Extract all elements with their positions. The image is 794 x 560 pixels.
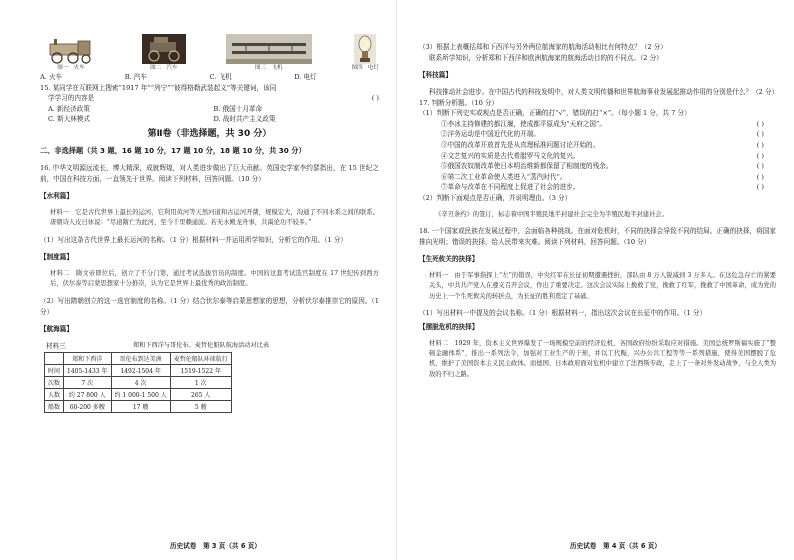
- option-c[interactable]: C. 飞机: [209, 73, 232, 81]
- q16-sub3-line1: （3）根据上表概括郑和下西洋与另外两位航海家的航海活动相比有何特点？（2 分）: [419, 43, 667, 51]
- figure-car: [142, 34, 186, 72]
- table-title-row: [40, 341, 379, 352]
- table-cell: 1519-1522 年: [170, 365, 231, 377]
- q16-sub2: （2）写出隋朝创立的这一选官制度的名称。（1 分）结合伏尔泰等启蒙思想家的思想，分析伏尔泰推崇它的原因。（1 分）: [40, 296, 379, 316]
- statement-text: ③中国的改革开放首先是从真理标准问题讨论开始的。: [441, 140, 600, 149]
- q15-stem-text: 学学习的内容是: [48, 94, 95, 103]
- voyage-heading: 【航海篇】: [40, 324, 73, 333]
- q17-statement: [419, 151, 776, 162]
- statement-text: ①李冰主持修建的都江堰，使成都平原成为“天府之国”。: [441, 119, 606, 128]
- table-row: [45, 365, 232, 377]
- option-d[interactable]: D. 电灯: [294, 73, 317, 81]
- table-cell: 5 艘: [170, 401, 231, 413]
- table-header-cell: [45, 353, 64, 365]
- table-header-cell: 郑和下西洋: [64, 353, 111, 365]
- q17-statement: [419, 161, 776, 172]
- q15-stem-line1: 15. 某同学在互联网上搜索“1917 年”“列宁”“彼得格勒武装起义”等关键词，该同: [40, 83, 277, 92]
- page-3-footer: 历史试卷 第 3 页（共 6 页）: [170, 542, 261, 550]
- table-cell: 时间: [45, 365, 64, 377]
- voyage-comparison-table: [44, 352, 232, 413]
- judge-blank[interactable]: ( ): [756, 183, 764, 192]
- table-cell: 约 1 000-1 500 人: [111, 389, 170, 401]
- q17-quote: 《辛丑条约》的签订，标志着中国半殖民地半封建社会完全为半殖民地半封建社会。: [435, 210, 668, 218]
- table-cell: 1492-1504 年: [111, 365, 170, 377]
- table-cell: 约 27 800 人: [64, 389, 111, 401]
- option-c[interactable]: C. 斯大林模式: [48, 115, 90, 124]
- page-4-footer: 历史试卷 第 4 页（共 6 页）: [570, 542, 661, 550]
- statement-text: ④文艺复兴的实质是古代希腊罗马文化的复兴。: [441, 151, 580, 160]
- material-2: 材料二 隋文帝即位后，创立了不分门第，通过考试选拔官员的制度。中国的这套考试选官制度在 17 世纪传到西方后，伏尔泰等启蒙思想家十分推崇，认为它是世界上最优秀的政治制度。: [50, 270, 379, 288]
- statement-text: ⑦革命与改革在不同程度上促进了社会的进步。: [441, 183, 580, 192]
- water-heading: 【水利篇】: [40, 191, 73, 200]
- table-cell: 次数: [45, 377, 64, 389]
- figure-name: 电灯: [367, 65, 379, 71]
- table-header-row: [45, 353, 232, 365]
- table-cell: 1405-1433 年: [64, 365, 111, 377]
- figure-label: 图二: [150, 65, 162, 71]
- judge-blank[interactable]: ( ): [756, 172, 764, 181]
- q16-sub1: （1）写出这条古代世界上最长运河的名称。（1 分）根据材料一并运用所学知识，分析它的作用。（1 分）: [40, 235, 347, 244]
- q17-statement: [419, 140, 776, 151]
- table-cell: 17 艘: [111, 401, 170, 413]
- q17-sub2: （2）判断下面观点是否正确，并说明理由。（3 分）: [419, 193, 572, 202]
- figure-train: [40, 38, 102, 72]
- figure-label: 图三: [255, 65, 267, 71]
- table-cell: 265 人: [170, 389, 231, 401]
- q18-material-2: 材料二 1929 年，资本主义世界爆发了一场规模空前的经济危机，各国政府纷纷采取应对措施。美国总统罗斯福实施了“整顿金融体系”，推出一系列法令，加强对工业生产的干预，并以工代赈，兴办公共工程等等一系列措施，使得美国摆脱了危机，维护了美国资本主义民主政体。而德国、日本政府面对危机中建立了法西斯专政，走上了一条对外发动战争，与全人类为敌的不归之路。: [429, 339, 776, 378]
- table-caption: 郑和下西洋与哥伦布、麦哲伦船队航海活动对比表: [132, 341, 270, 349]
- volume-2-title: 第Ⅱ卷（非选择题，共 30 分）: [147, 128, 272, 139]
- q15-options-row1: [40, 104, 379, 115]
- q17-statement: [419, 172, 776, 183]
- q16-intro: 16. 中华文明源远流长，博大精深，成就辉煌，对人类进步做出了巨大贡献。英国史学家李约瑟指出，在 15 世纪之前，中国在科技方面，一直领先于世界。阅读下列材料，回答问题。（10 分）: [40, 164, 379, 183]
- figure-strip: [40, 34, 379, 72]
- plane-photo: [226, 34, 312, 64]
- option-a[interactable]: A. 新经济政策: [48, 104, 90, 113]
- material-1: 材料一 它是古代世界上最长的运河，它利用黄河等天然河道和古运河开凿，规模宏大，沟通了不同水系之间的联系。唐朝诗人皮日休说：“尽道隋亡为此河，至今千里赖通波。若无水殿龙舟事，共禹论功不较多。”: [50, 209, 379, 227]
- q15-stem-line2: [40, 93, 379, 104]
- q14-options: [40, 72, 379, 83]
- option-d[interactable]: D. 战时共产主义政策: [213, 115, 276, 124]
- judge-blank[interactable]: ( ): [756, 130, 764, 139]
- table-cell: 人数: [45, 389, 64, 401]
- table-cell: 60-200 多艘: [64, 401, 111, 413]
- table-header-cell: 哥伦布到达美洲: [111, 353, 170, 365]
- table-row: [45, 377, 232, 389]
- figure-label: 图一: [57, 65, 69, 71]
- tech-heading: 【科技篇】: [419, 70, 452, 79]
- train-illustration: [40, 38, 102, 64]
- figure-name: 火车: [73, 65, 85, 71]
- system-heading: 【制度篇】: [40, 253, 73, 262]
- q18-sub1: （1）写出材料一中提及的会议名称。（1 分）根据材料一，指出这次会议在长征中的作用。（1 分）: [419, 309, 707, 318]
- statement-text: ⑥第二次工业革命使人类进入“蒸汽时代”。: [441, 172, 567, 181]
- figure-label: 图四: [351, 65, 363, 71]
- section-2-heading: 二、非选择题（共 3 题，16 题 10 分，17 题 10 分，18 题 10 分，共 30 分）: [40, 145, 306, 155]
- option-a[interactable]: A. 火车: [40, 73, 63, 81]
- figure-name: 飞机: [271, 65, 283, 71]
- lamp-photo: [354, 34, 376, 64]
- q16-sub3-line2: 联系所学知识，分析郑和下西洋和欧洲航海家的航海活动目的的不同点。（2 分）: [429, 53, 663, 62]
- q18-material-1: 材料一 由于军事指挥上“左”的错误，中央红军在长征初期遭遇挫折，部队由 8 万人锐减到 3 万多人。在这危急存亡的紧要关头，中共共产党人在遵义召开会议，作出了重要决定。这次会议实际上挽救了党，挽救了红军，挽救了中国革命，成为党的历史上一个生死攸关的转折点，为长征的胜利奠定了基础。: [429, 272, 776, 300]
- table-cell: 7 次: [64, 377, 111, 389]
- q17-sub1: （1）判断下列史实或观点是否正确，正确的打“√”，错误的打“×”。（每小题 1 分，共 7 分）: [419, 109, 691, 118]
- table-cell: 船数: [45, 401, 64, 413]
- judge-blank[interactable]: ( ): [756, 162, 764, 171]
- figure-plane: [226, 34, 312, 72]
- table-cell: 4 次: [111, 377, 170, 389]
- option-b[interactable]: B. 汽车: [124, 73, 147, 81]
- option-b[interactable]: B. 俄国十月革命: [213, 104, 263, 113]
- life-death-heading: 【生死攸关的抉择】: [419, 255, 479, 264]
- q15-answer-paren[interactable]: ( ): [371, 94, 379, 103]
- statement-text: ⑤俄国农奴制改革使日本明治维新都保留了相制度的残余。: [441, 162, 613, 171]
- table-row: [45, 389, 232, 401]
- statement-text: ②洋务运动是中国近代化的开端。: [441, 130, 540, 139]
- table-cell: 1 次: [170, 377, 231, 389]
- q17-statement: [419, 182, 776, 193]
- figure-name: 汽车: [166, 65, 178, 71]
- q15-options-row2: [40, 114, 379, 125]
- judge-blank[interactable]: ( ): [756, 140, 764, 149]
- car-photo: [142, 34, 186, 64]
- judge-blank[interactable]: ( ): [756, 151, 764, 160]
- table-row: [45, 401, 232, 413]
- crisis-heading: 【摆脱危机的抉择】: [419, 322, 479, 331]
- material-3-label: 材料三: [46, 341, 66, 350]
- figure-lamp: [352, 34, 379, 72]
- q17-statement: [419, 129, 776, 140]
- tech-question: 科技推动社会进步。在中国古代的科技发明中，对人类文明传播和世界航海事业发展起推动作用的分别是什么？（2 分）: [429, 87, 779, 96]
- table-header-cell: 麦哲伦船队环球航行: [170, 353, 231, 365]
- exam-page-4: [397, 0, 794, 560]
- q18-intro: 18. 一个国家或民族在发展过程中，会面临各种挑战。在面对危机时，不同的抉择会导致不同的结局。正确的抉择，将国家推向光明；错误的抉择，给人民带来灾难。阅读下列材料，回答问题。（10 分）: [419, 227, 776, 246]
- q17-title: 17. 判断分析题。（10 分）: [419, 98, 499, 107]
- q17-statement: [419, 119, 776, 130]
- judge-blank[interactable]: ( ): [756, 119, 764, 128]
